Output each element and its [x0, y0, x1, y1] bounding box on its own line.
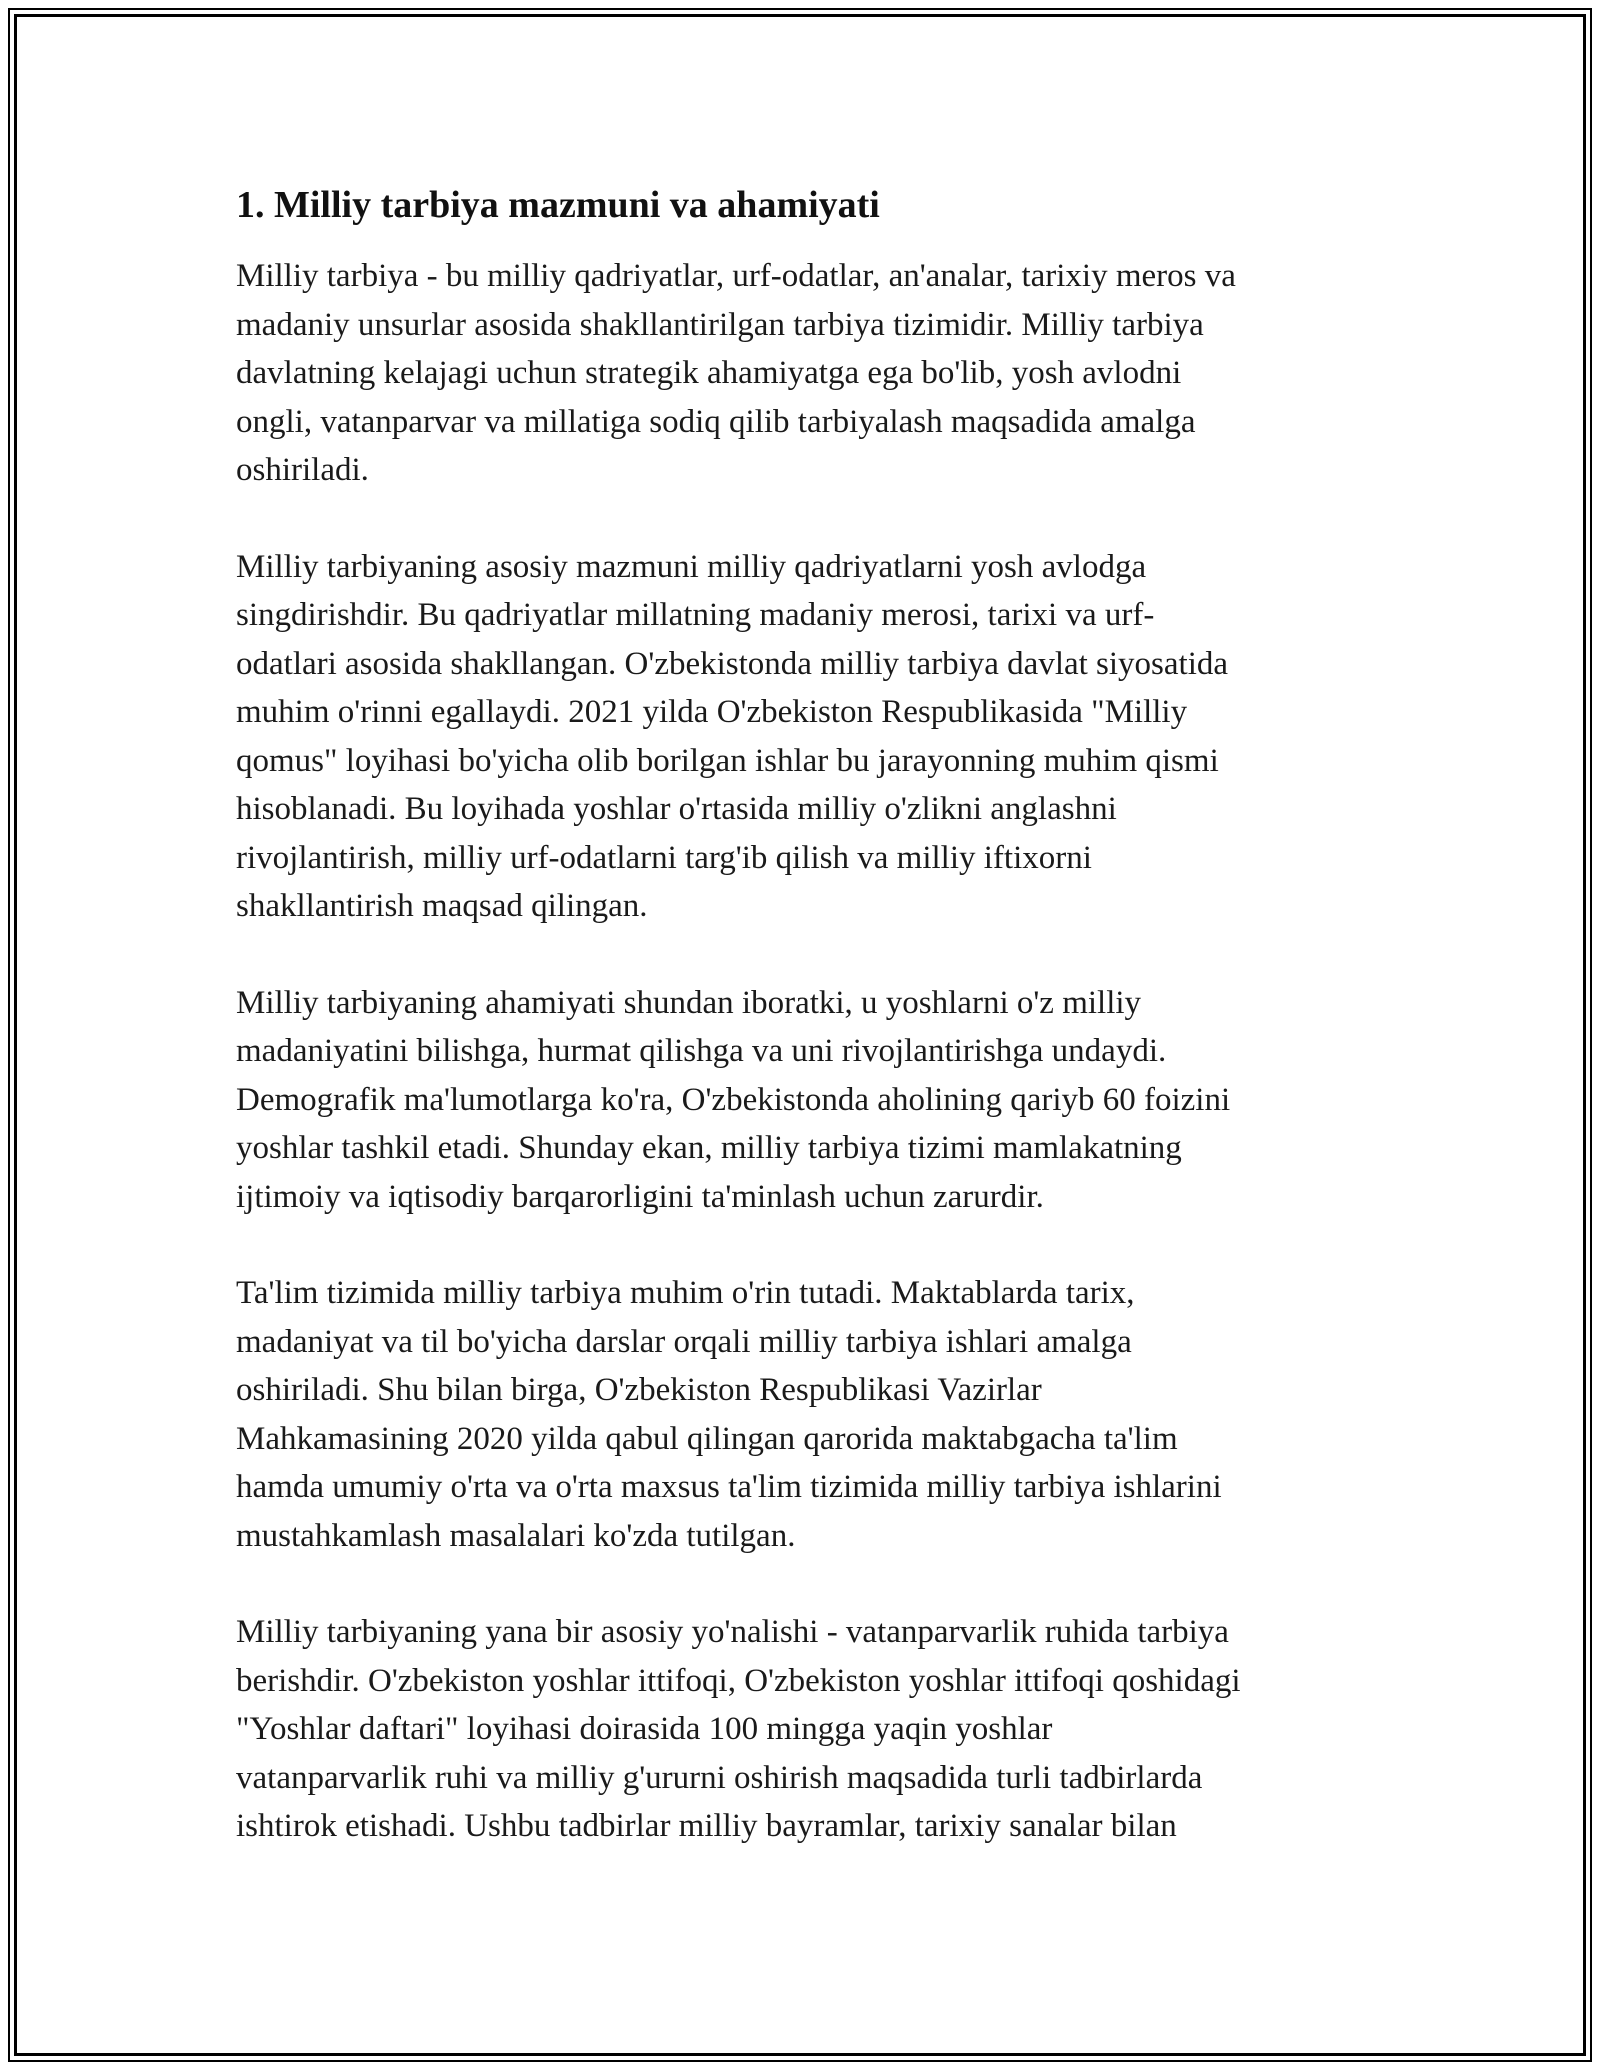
text-line: davlatning kelajagi uchun strategik ahamiyatga ega bo'lib, yosh avlodni: [236, 355, 1182, 391]
text-line: Ta'lim tizimida milliy tarbiya muhim o'rin tutadi. Maktablarda tarix,: [236, 1275, 1135, 1311]
text-line: hisoblanadi. Bu loyihada yoshlar o'rtasida milliy o'zlikni anglashni: [236, 791, 1117, 827]
text-line: odatlari asosida shakllangan. O'zbekistonda milliy tarbiya davlat siyosatida: [236, 645, 1229, 682]
text-line: berishdir. O'zbekiston yoshlar ittifoqi, O'zbekiston yoshlar ittifoqi qoshidagi: [236, 1662, 1241, 1699]
paragraph-3: [236, 979, 1366, 1222]
text-line: Mahkamasining 2020 yilda qabul qilingan qarorida maktabgacha ta'lim: [236, 1420, 1178, 1457]
text-line: ongli, vatanparvar va millatiga sodiq qilib tarbiyalash maqsadida amalga: [236, 403, 1196, 440]
text-line: madaniyatini bilishga, hurmat qilishga va uni rivojlantirishga undaydi.: [236, 1033, 1167, 1069]
text-line: oshiriladi.: [236, 452, 369, 488]
text-line: singdirishdir. Bu qadriyatlar millatning madaniy merosi, tarixi va urf-: [236, 597, 1155, 633]
paragraph-2: [236, 543, 1366, 931]
text-line: vatanparvarlik ruhi va milliy g'ururni oshirish maqsadida turli tadbirlarda: [236, 1759, 1203, 1796]
text-line: madaniy unsurlar asosida shakllantirilgan tarbiya tizimidir. Milliy tarbiya: [236, 306, 1204, 343]
text-line: Demografik ma'lumotlarga ko'ra, O'zbekistonda aholining qariyb 60 foizini: [236, 1081, 1231, 1118]
text-line: Milliy tarbiyaning yana bir asosiy yo'nalishi - vatanparvarlik ruhida tarbiya: [236, 1614, 1229, 1650]
text-line: Milliy tarbiyaning asosiy mazmuni milliy qadriyatlarni yosh avlodga: [236, 548, 1147, 585]
text-line: hamda umumiy o'rta va o'rta maxsus ta'lim tizimida milliy tarbiya ishlarini: [236, 1469, 1222, 1505]
text-line: mustahkamlash masalalari ko'zda tutilgan.: [236, 1517, 796, 1554]
section-heading: 1. Milliy tarbiya mazmuni va ahamiyati: [236, 184, 880, 226]
text-line: oshiriladi. Shu bilan birga, O'zbekiston Respublikasi Vazirlar: [236, 1372, 1042, 1408]
document-body: [236, 180, 1366, 1899]
paragraph-4: [236, 1269, 1366, 1560]
text-line: madaniyat va til bo'yicha darslar orqali milliy tarbiya ishlari amalga: [236, 1323, 1132, 1360]
text-line: qomus" loyihasi bo'yicha olib borilgan ishlar bu jarayonning muhim qismi: [236, 742, 1219, 779]
paragraph-5: [236, 1608, 1366, 1851]
text-line: ijtimoiy va iqtisodiy barqarorligini ta'minlash uchun zarurdir.: [236, 1178, 1044, 1215]
text-line: shakllantirish maqsad qilingan.: [236, 888, 648, 924]
text-line: "Yoshlar daftari" loyihasi doirasida 100 mingga yaqin yoshlar: [236, 1711, 1053, 1747]
paragraph-1: [236, 252, 1366, 495]
text-line: Milliy tarbiya - bu milliy qadriyatlar, urf-odatlar, an'analar, tarixiy meros va: [236, 258, 1236, 294]
text-line: Milliy tarbiyaning ahamiyati shundan iboratki, u yoshlarni o'z milliy: [236, 984, 1142, 1021]
text-line: ishtirok etishadi. Ushbu tadbirlar milliy bayramlar, tarixiy sanalar bilan: [236, 1808, 1177, 1844]
text-line: rivojlantirish, milliy urf-odatlarni targ'ib qilish va milliy iftixorni: [236, 839, 1092, 876]
text-line: yoshlar tashkil etadi. Shunday ekan, milliy tarbiya tizimi mamlakatning: [236, 1130, 1182, 1166]
text-line: muhim o'rinni egallaydi. 2021 yilda O'zbekiston Respublikasida "Milliy: [236, 694, 1188, 730]
